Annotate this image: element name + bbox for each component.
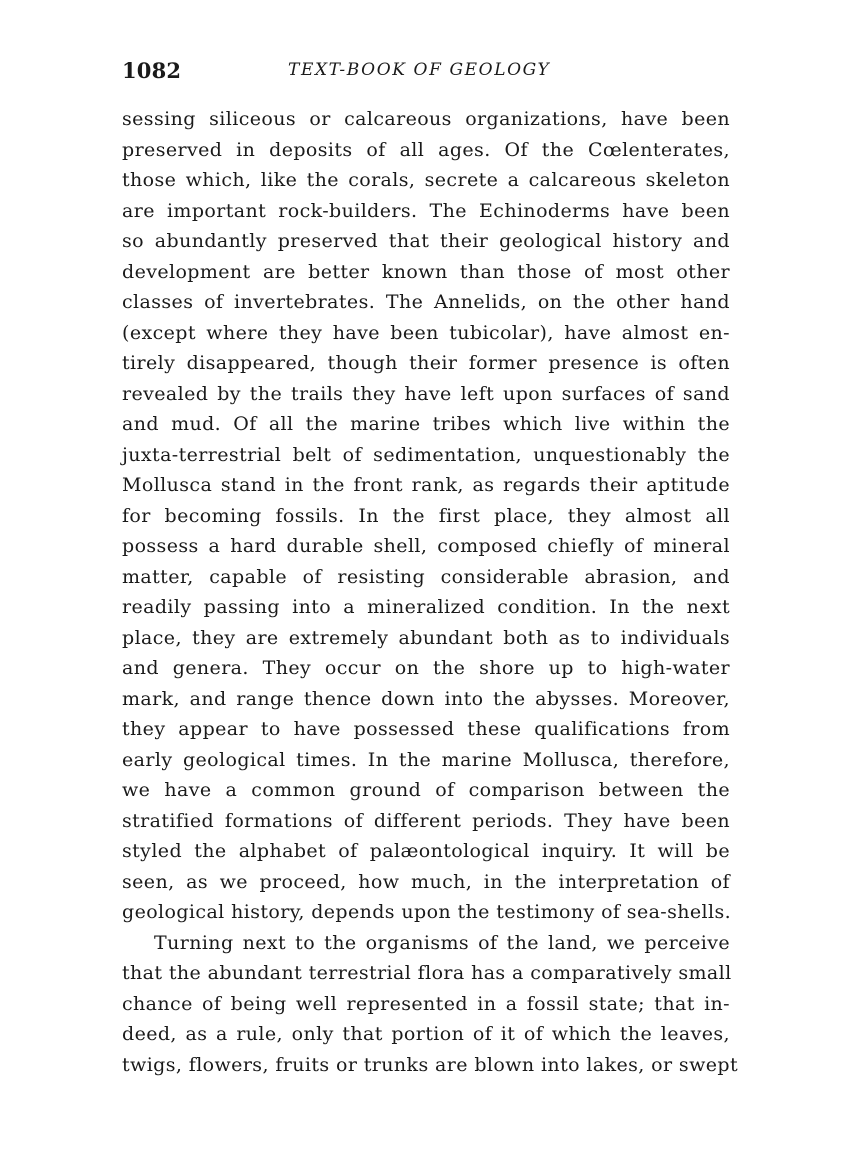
text-line: seen, as we proceed, how much, in the interpretation of	[122, 870, 730, 893]
text-line: readily passing into a mineralized condition. In the next	[122, 596, 730, 618]
text-line: (except where they have been tubicolar), have almost en-	[122, 321, 730, 344]
body-text	[122, 104, 738, 1080]
text-line: styled the alphabet of palæontological inquiry. It will be	[122, 840, 730, 862]
text-line: Mollusca stand in the front rank, as regards their aptitude	[122, 474, 730, 496]
text-line: matter, capable of resisting considerable abrasion, and	[122, 565, 730, 588]
text-line: geological history, depends upon the testimony of sea-shells.	[122, 901, 732, 923]
text-line: Turning next to the organisms of the land, we perceive	[154, 931, 730, 954]
text-line: those which, like the corals, secrete a calcareous skeleton	[122, 169, 730, 191]
running-title: TEXT-BOOK OF GEOLOGY	[288, 60, 551, 80]
text-line: twigs, flowers, fruits or trunks are blown into lakes, or swept	[122, 1053, 738, 1076]
text-line: development are better known than those of most other	[122, 260, 730, 283]
text-line: revealed by the trails they have left upon surfaces of sand	[122, 382, 730, 405]
text-line: they appear to have possessed these qualifications from	[122, 718, 730, 740]
text-line: preserved in deposits of all ages. Of the Cœlenterates,	[122, 138, 730, 161]
text-line: place, they are extremely abundant both as to individuals	[122, 626, 730, 649]
text-line: classes of invertebrates. The Annelids, on the other hand	[122, 291, 730, 313]
text-line: that the abundant terrestrial flora has a comparatively small	[122, 962, 732, 984]
text-line: juxta-terrestrial belt of sedimentation, unquestionably the	[122, 443, 730, 466]
paragraph	[122, 928, 738, 1081]
page-number: 1082	[122, 58, 182, 83]
paragraph	[122, 104, 730, 928]
text-line: possess a hard durable shell, composed chiefly of mineral	[122, 535, 730, 557]
text-line: stratified formations of different periods. They have been	[122, 809, 730, 832]
text-line: mark, and range thence down into the abysses. Moreover,	[122, 687, 730, 710]
running-head	[122, 58, 730, 88]
text-line: deed, as a rule, only that portion of it of which the leaves,	[122, 1023, 730, 1045]
text-line: for becoming fossils. In the first place, they almost all	[122, 504, 730, 527]
text-line: chance of being well represented in a fossil state; that in-	[122, 992, 730, 1015]
text-line: tirely disappeared, though their former presence is often	[122, 352, 730, 374]
text-line: and genera. They occur on the shore up to high-water	[122, 657, 730, 679]
text-line: sessing siliceous or calcareous organizations, have been	[122, 108, 730, 130]
text-line: we have a common ground of comparison between the	[122, 779, 730, 801]
text-line: so abundantly preserved that their geological history and	[122, 230, 730, 252]
text-line: and mud. Of all the marine tribes which live within the	[122, 413, 730, 435]
text-line: early geological times. In the marine Mollusca, therefore,	[122, 748, 730, 771]
text-line: are important rock-builders. The Echinoderms have been	[122, 199, 730, 222]
